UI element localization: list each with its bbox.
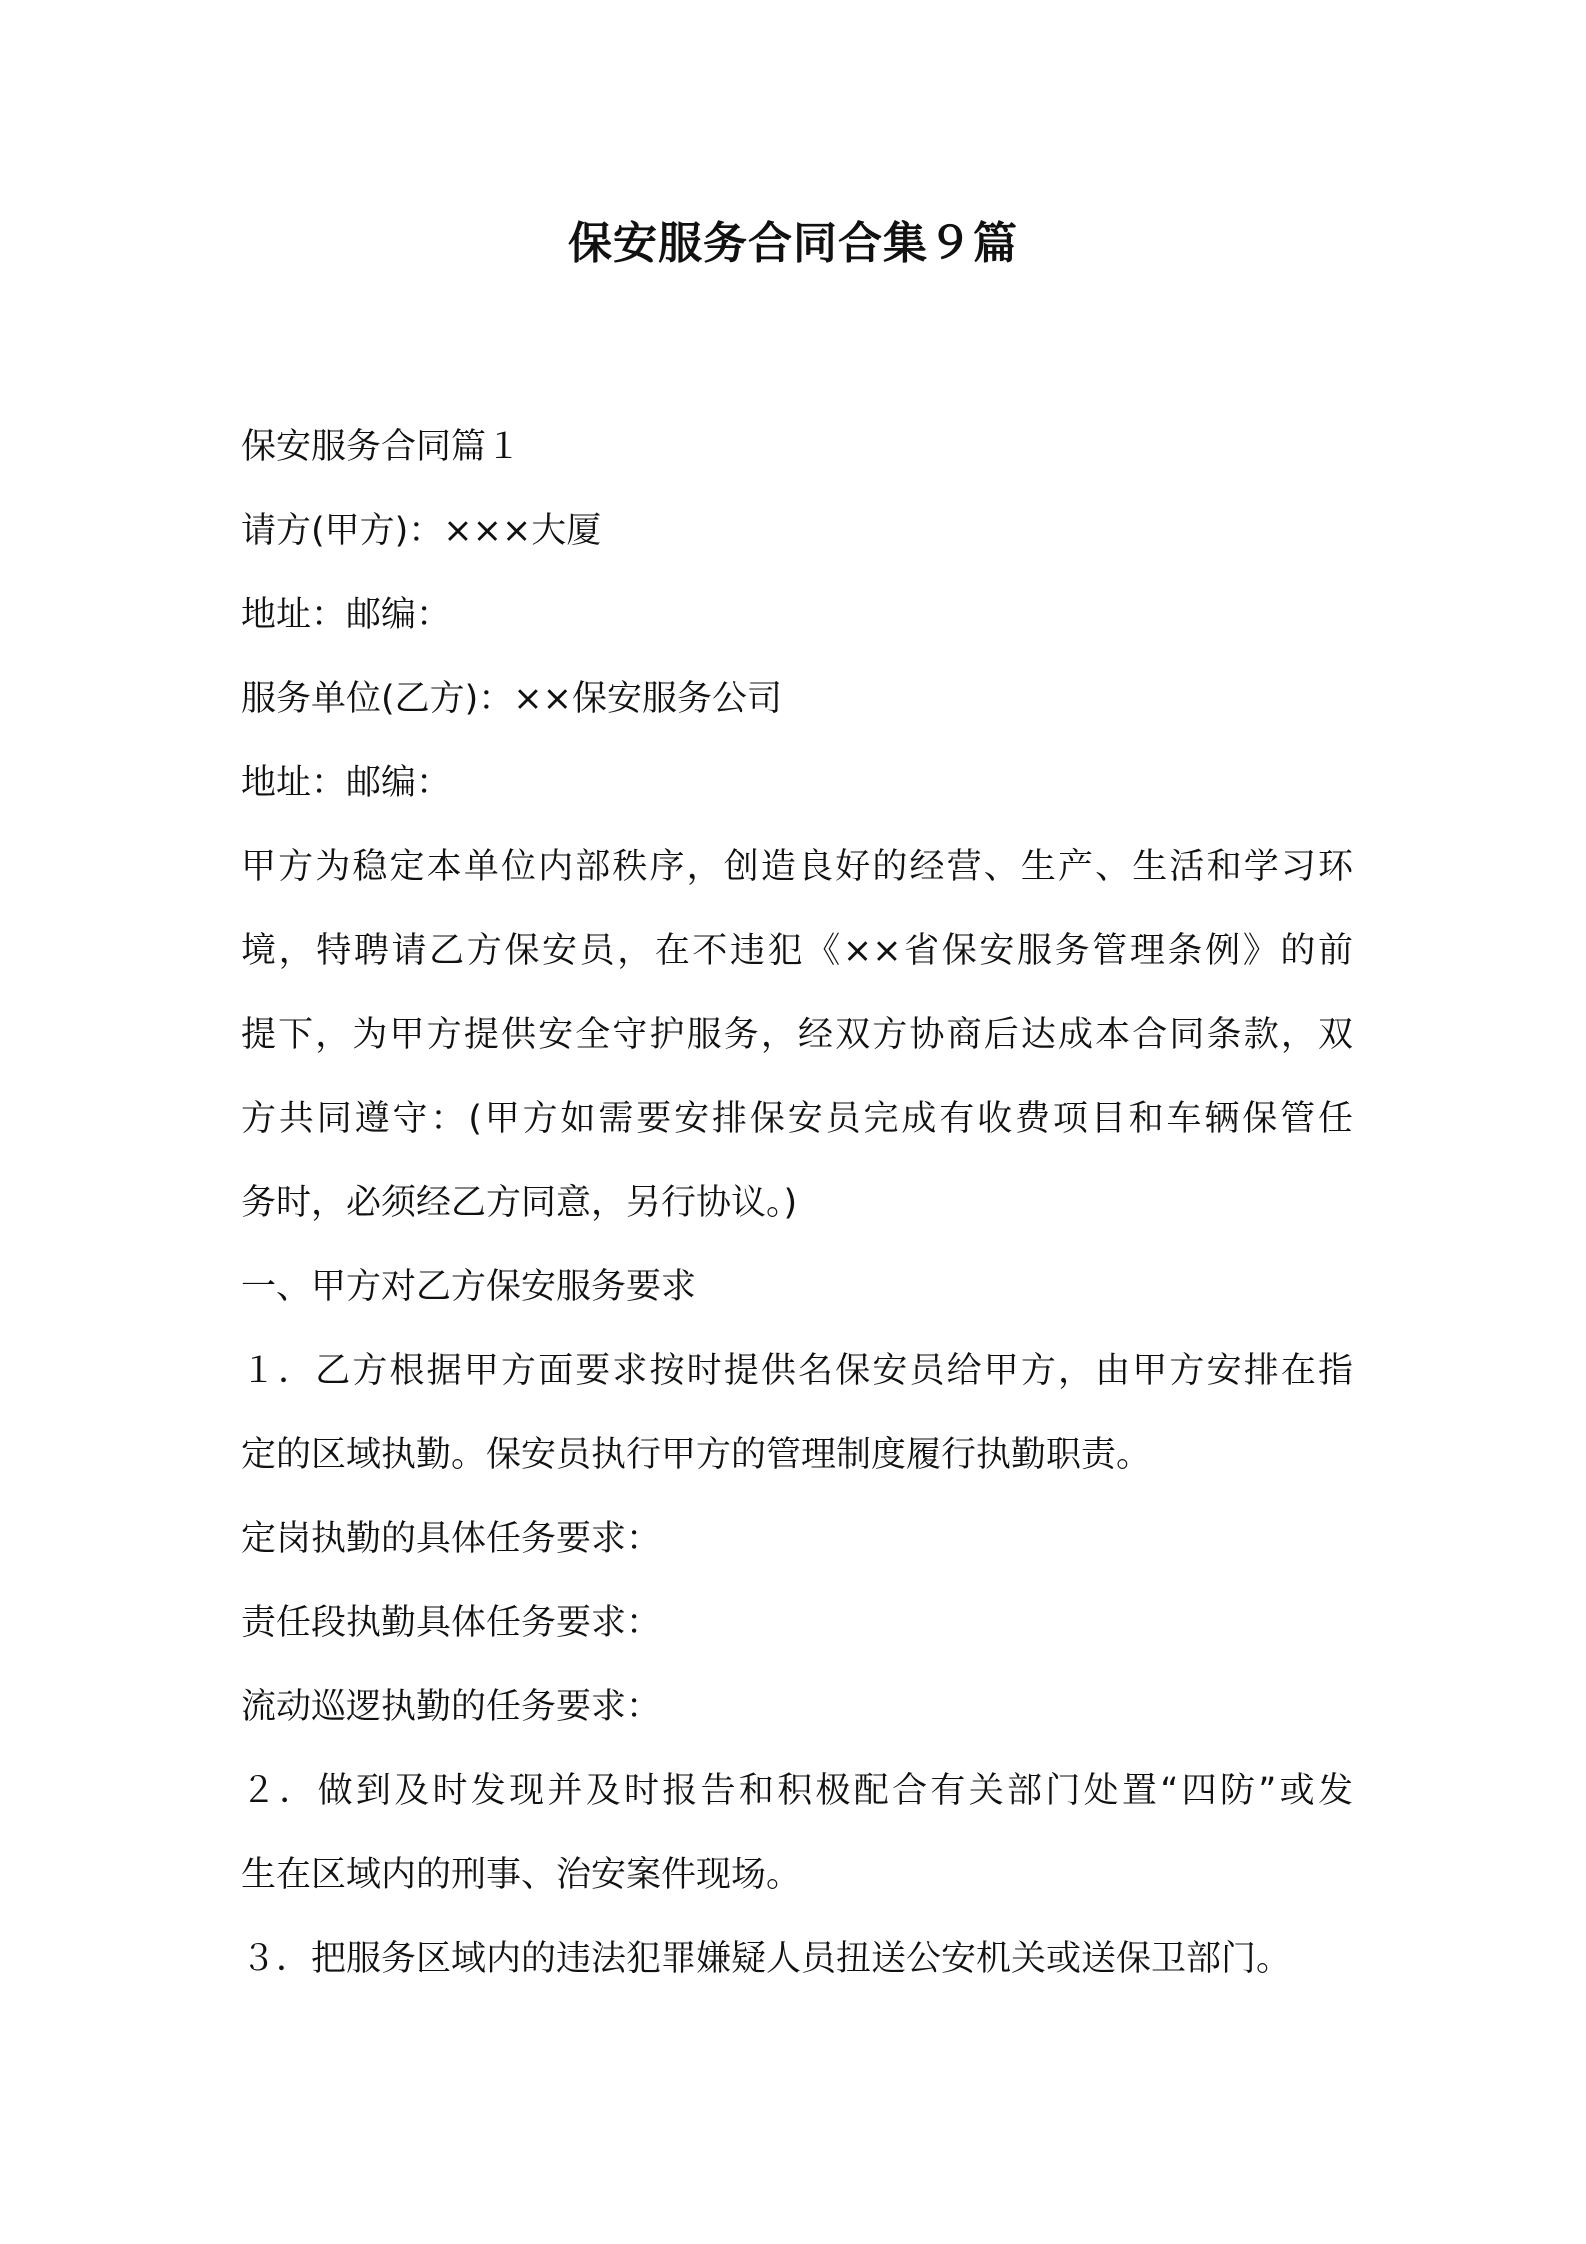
party-a-address-line: 地址：邮编： [241,595,452,635]
clause-line: 生在区域内的刑事、治安案件现场。 [241,1855,802,1895]
paragraph-line: 甲方为稳定本单位内部秩序，创造良好的经营、生产、生活和学习环 [241,847,1353,887]
paragraph-line: 方共同遵守：(甲方如需要安排保安员完成有收费项目和车辆保管任 [241,1099,1353,1139]
requirement-line: 定岗执勤的具体任务要求： [241,1519,662,1559]
section-heading: 保安服务合同篇１ [241,427,522,467]
party-b-address-line: 地址：邮编： [241,763,452,803]
clause-line: ３．把服务区域内的违法犯罪嫌疑人员扭送公安机关或送保卫部门。 [241,1939,1292,1979]
paragraph-line: 提下，为甲方提供安全守护服务，经双方协商后达成本合同条款，双 [241,1015,1353,1055]
party-a-line: 请方(甲方)：×××大厦 [241,511,602,551]
paragraph-line: 境，特聘请乙方保安员，在不违犯《××省保安服务管理条例》的前 [241,931,1353,971]
clause-line: １．乙方根据甲方面要求按时提供名保安员给甲方，由甲方安排在指 [241,1351,1353,1391]
clause-line: 定的区域执勤。保安员执行甲方的管理制度履行执勤职责。 [241,1435,1152,1475]
document-body [241,405,1353,2001]
requirement-line: 责任段执勤具体任务要求： [241,1603,662,1643]
paragraph-line: 务时，必须经乙方同意，另行协议。) [241,1183,798,1223]
clause-heading: 一、甲方对乙方保安服务要求 [241,1267,697,1307]
requirement-line: 流动巡逻执勤的任务要求： [241,1687,662,1727]
document-title: 保安服务合同合集９篇 [568,218,1018,269]
clause-line: ２．做到及时发现并及时报告和积极配合有关部门处置“四防”或发 [241,1771,1353,1811]
party-b-line: 服务单位(乙方)：××保安服务公司 [241,679,782,719]
